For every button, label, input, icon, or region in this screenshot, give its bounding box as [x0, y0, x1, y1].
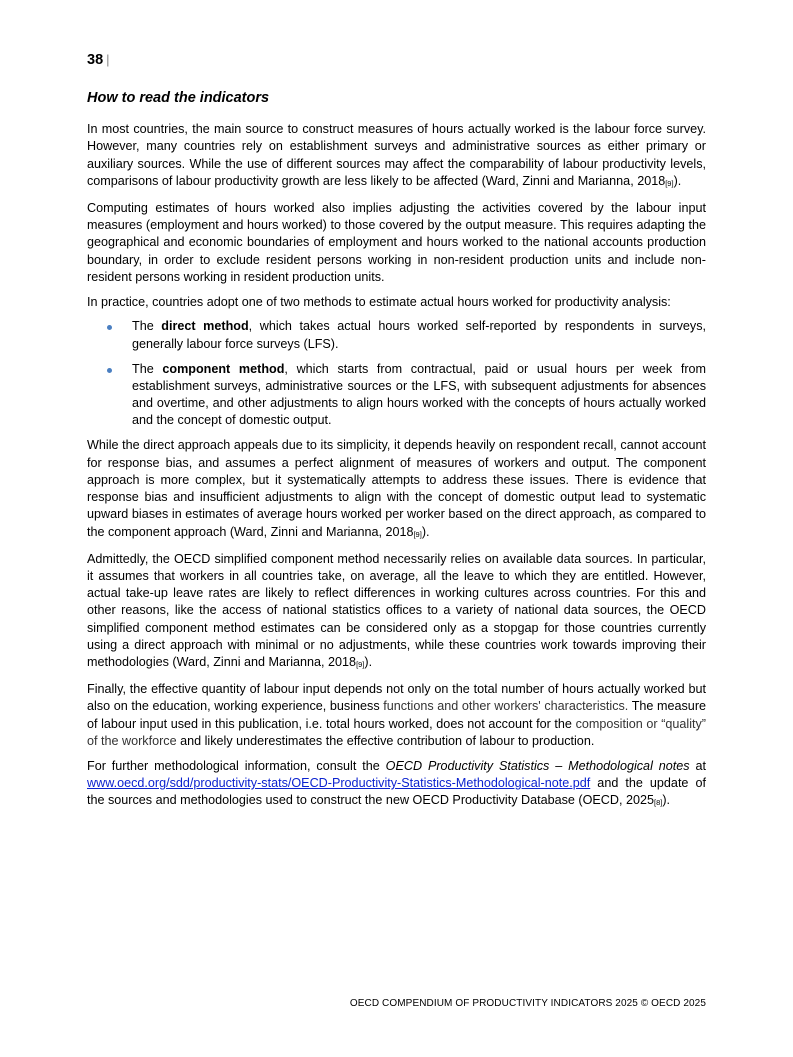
page-number-value: 38: [87, 52, 104, 68]
page-footer: OECD COMPENDIUM OF PRODUCTIVITY INDICATORS 2025 © OECD 2025: [349, 998, 706, 1009]
methodology-link[interactable]: www.oecd.org/sdd/productivity-stats/OECD-Productivity-Statistics-Methodological-note.pdf: [87, 776, 591, 791]
paragraph-approach-comparison: While the direct approach appeals due to its simplicity, it depends heavily on respondent recall, cannot account for response bias, and assumes a perfect alignment of measures of workers and output. The component approach is more complex, but it systematically attempts to address these issues. There is evidence that response bias and insufficient adjustments to align with the concept of domestic output lead to systematic upward biases in estimates of average hours worked per worker based on the direct approach, as compared to the component approach (Ward, Zinni and Marianna, 2018[9]).: [87, 438, 706, 539]
paragraph-sources: In most countries, the main source to construct measures of hours actually worked is the labour force survey. However, many countries rely on establishment surveys and administrative sources as either primary or auxiliary sources. While the use of different sources may affect the comparability of labour productivity levels, comparisons of labour productivity growth are less likely to be affected (Ward, Zinni and Marianna, 2018[9]).: [87, 122, 706, 188]
term-direct-method: direct method: [161, 319, 249, 334]
paragraph-further-info: For further methodological information, consult the OECD Productivity Statistics – Methodological notes at www.oecd.org/sdd/productivity-stats/OECD-Productivity-Statistics-Methodological-note.pdf and the update of the sources and methodologies used to construct the new OECD Productivity Database (OECD, 2025[8]).: [87, 758, 706, 808]
section-title: How to read the indicators: [87, 90, 270, 106]
list-item-component-method: The component method, which starts from contractual, paid or usual hours per week from establishment surveys, administrative sources or the LFS, with subsequent adjustments for absences and overtime, and other adjustments to align hours worked with the concepts of hours actually worked and the concept of domestic output.: [132, 361, 706, 430]
reference-marker[interactable]: [9]: [665, 178, 674, 188]
methods-list: [87, 318, 706, 429]
reference-marker[interactable]: [9]: [356, 660, 365, 670]
publication-title: OECD Productivity Statistics – Methodological notes: [385, 758, 690, 773]
paragraph-boundaries: Computing estimates of hours worked also implies adjusting the activities covered by the labour input measures (employment and hours worked) to those covered by the output measure. This requires adapting the geographical and economic boundaries of employment and hours worked to the national accounts production boundary, in order to exclude resident persons working in non-resident production units and include non-resident persons working in resident production units.: [87, 200, 706, 284]
term-component-method: component method: [162, 361, 285, 376]
reference-marker[interactable]: [9]: [413, 529, 422, 539]
bullet-icon: [107, 325, 112, 330]
paragraph-methods-intro: In practice, countries adopt one of two methods to estimate actual hours worked for productivity analysis:: [87, 294, 671, 309]
list-item-direct-method: The direct method, which takes actual hours worked self-reported by respondents in surveys, generally labour force surveys (LFS).: [132, 318, 706, 353]
reference-marker[interactable]: [8]: [654, 798, 663, 808]
body-content: [87, 121, 706, 819]
paragraph-labour-quality: Finally, the effective quantity of labour input depends not only on the total number of hours actually worked but also on the education, working experience, business functions and other workers' characteristics. The measure of labour input used in this publication, i.e. total hours worked, does not account for the composition or “quality” of the workforce and likely underestimates the effective contribution of labour to production.: [87, 682, 707, 748]
bullet-icon: [107, 368, 112, 373]
page-number-separator: |: [106, 52, 110, 67]
paragraph-limitations: Admittedly, the OECD simplified component method necessarily relies on available data sources. In particular, it assumes that workers in all countries take, on average, all the leave to which they are entitled. However, actual take-up leave rates are likely to reflect differences in working cultures across countries. For this and other reasons, like the access of national statistics offices to a variety of national data sources, the OECD simplified component method estimates can be considered only as a stopgap for those countries currently using a direct approach with minimal or no adjustments, while these countries work towards improving their methodologies (Ward, Zinni and Marianna, 2018[9]).: [87, 551, 706, 670]
page-number: [87, 52, 110, 68]
